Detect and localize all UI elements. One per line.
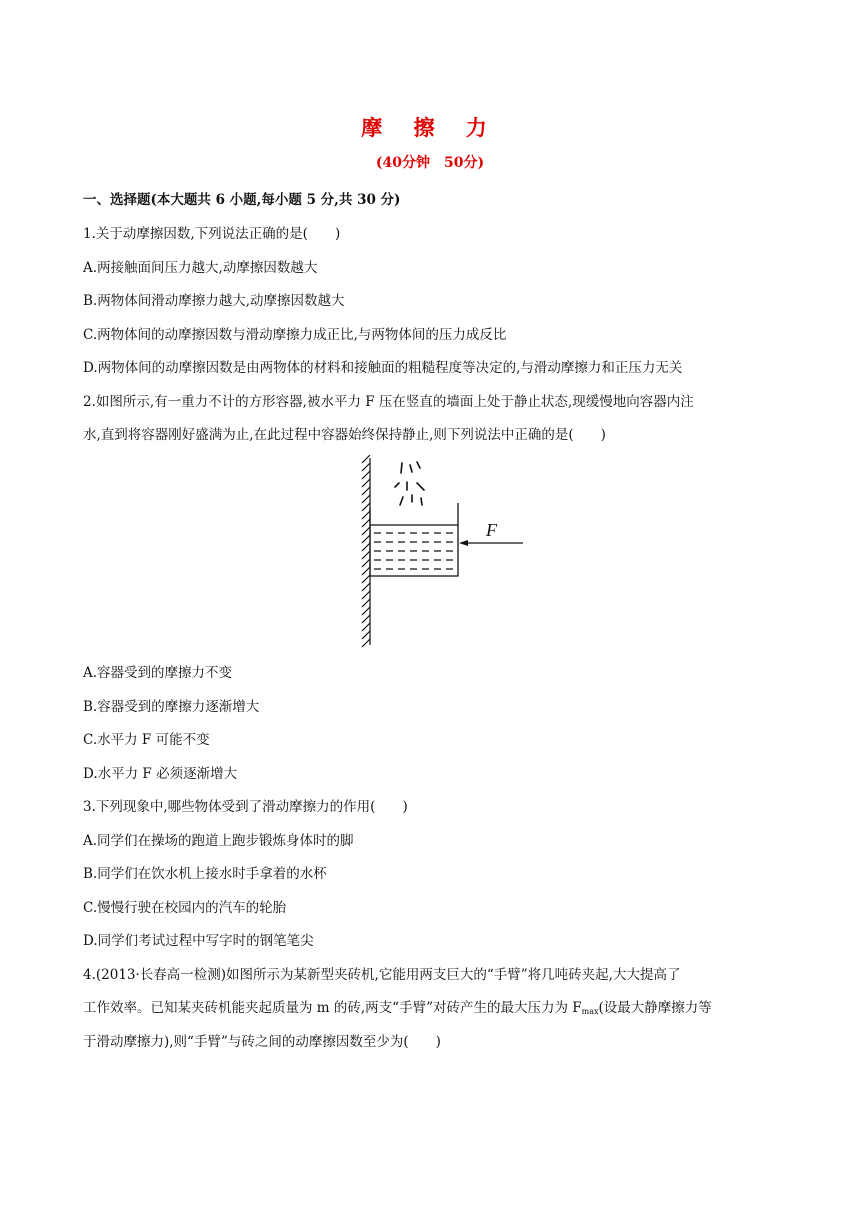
question-3-stem: 3.下列现象中,哪些物体受到了滑动摩擦力的作用( )	[83, 799, 408, 815]
section-heading: 一、选择题(本大题共 6 小题,每小题 5 分,共 30 分)	[83, 192, 401, 208]
question-3-option-d: D.同学们考试过程中写字时的钢笔笔尖	[83, 933, 314, 949]
question-1-option-b: B.两物体间滑动摩擦力越大,动摩擦因数越大	[83, 293, 345, 309]
fmax-subscript: max	[581, 1007, 599, 1016]
question-2-option-c: C.水平力 F 可能不变	[83, 732, 210, 748]
question-2-option-a: A.容器受到的摩擦力不变	[83, 665, 233, 681]
question-4-stem-line-2	[83, 998, 712, 1022]
question-2-stem-line-1: 2.如图所示,有一重力不计的方形容器,被水平力 F 压在竖直的墙面上处于静止状态,现缓慢地向容器内注	[83, 394, 694, 410]
question-4-stem-line-1: 4.(2013·长春高一检测)如图所示为某新型夹砖机,它能用两支巨大的“手臂”将几吨砖夹起,大大提高了	[83, 967, 681, 983]
force-label: F	[486, 520, 497, 540]
question-3-option-a: A.同学们在操场的跑道上跑步锻炼身体时的脚	[83, 833, 354, 849]
container	[370, 503, 458, 576]
question-4-stem-line-2-text: 工作效率。已知某夹砖机能夹起质量为 m 的砖,两支“手臂”对砖产生的最大压力为 F	[83, 1000, 582, 1016]
wall	[362, 455, 370, 647]
question-1-option-a: A.两接触面间压力越大,动摩擦因数越大	[83, 260, 318, 276]
page-subtitle: (40分钟 50分)	[375, 155, 485, 171]
container-on-wall-figure	[355, 455, 530, 650]
force-arrow	[459, 540, 523, 546]
question-3-option-b: B.同学们在饮水机上接水时手拿着的水杯	[83, 866, 327, 882]
question-1-option-c: C.两物体间的动摩擦因数与滑动摩擦力成正比,与两物体间的压力成反比	[83, 327, 507, 343]
question-2-option-b: B.容器受到的摩擦力逐渐增大	[83, 699, 260, 715]
water-drops	[395, 462, 424, 505]
water-surface-dashes	[374, 533, 456, 569]
question-4-stem-line-3: 于滑动摩擦力),则“手臂”与砖之间的动摩擦因数至少为( )	[83, 1034, 441, 1050]
page-title: 摩 擦 力	[361, 115, 499, 140]
question-2-option-d: D.水平力 F 必须逐渐增大	[83, 766, 238, 782]
question-1-option-d: D.两物体间的动摩擦因数是由两物体的材料和接触面的粗糙程度等决定的,与滑动摩擦力和正压力无关	[83, 360, 683, 376]
question-3-option-c: C.慢慢行驶在校园内的汽车的轮胎	[83, 900, 287, 916]
question-1-stem: 1.关于动摩擦因数,下列说法正确的是( )	[83, 226, 341, 242]
question-2-stem-line-2: 水,直到将容器刚好盛满为止,在此过程中容器始终保持静止,则下列说法中正确的是( )	[83, 427, 606, 443]
question-4-stem-line-2-tail: (设最大静摩擦力等	[598, 1000, 712, 1016]
